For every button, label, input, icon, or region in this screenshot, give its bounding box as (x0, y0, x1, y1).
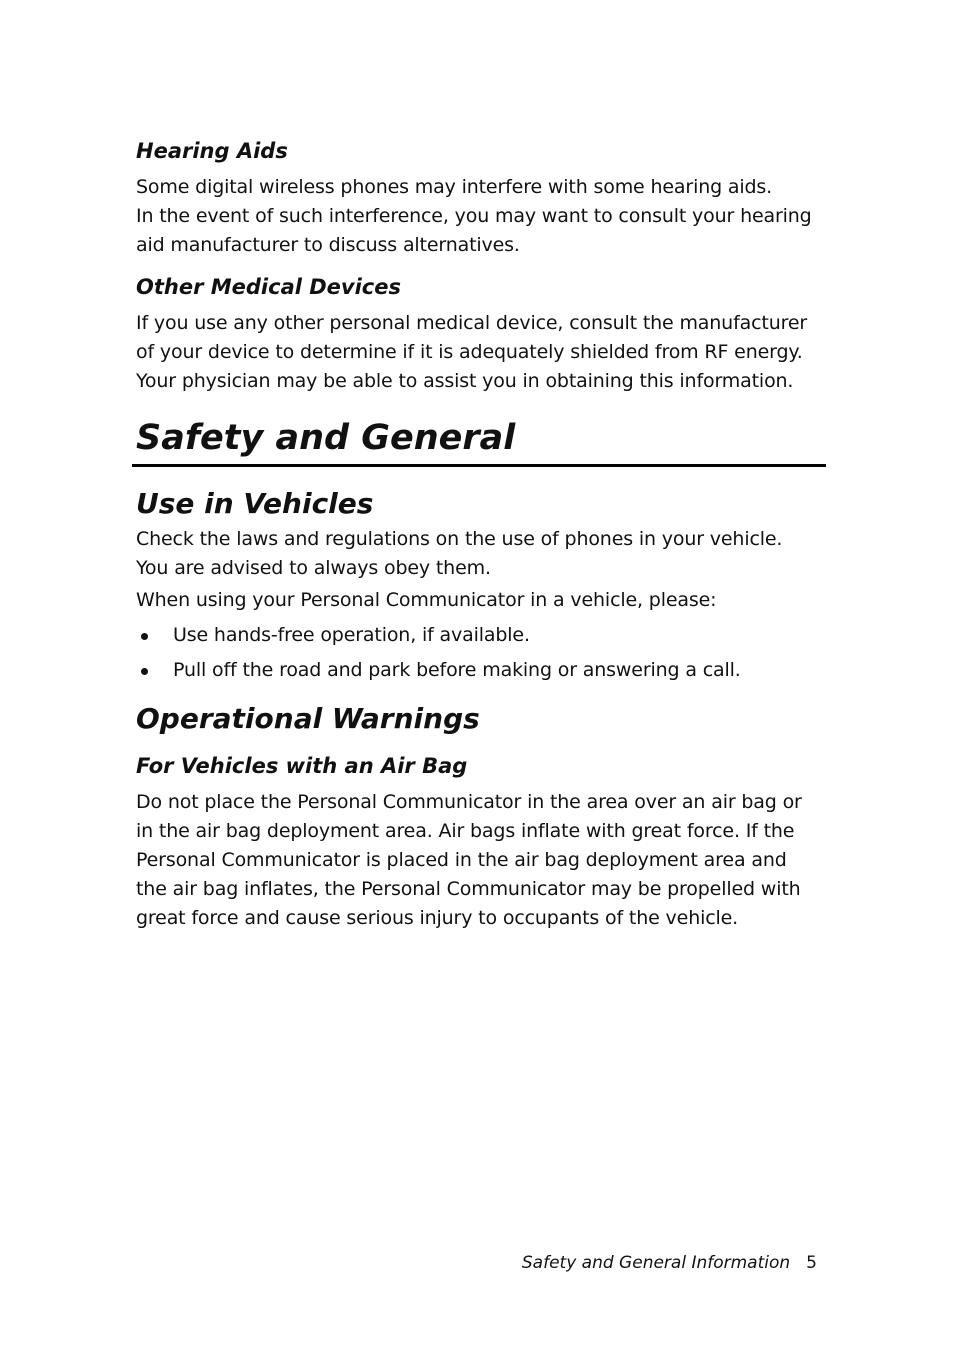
page-content (136, 137, 826, 933)
operational-warnings-heading: Operational Warnings (136, 702, 480, 735)
air-bag-heading: For Vehicles with an Air Bag (136, 754, 468, 778)
page-number: 5 (806, 1253, 817, 1273)
footer-title: Safety and General Information (521, 1253, 791, 1273)
text-line: Do not place the Personal Communicator in the area over an air bag or (136, 791, 802, 813)
list-item (136, 621, 826, 650)
bullet-icon (141, 633, 148, 640)
text-line: Your physician may be able to assist you in obtaining this information. (136, 370, 794, 392)
text-line: Some digital wireless phones may interfere with some hearing aids. (136, 176, 773, 198)
text-line: If you use any other personal medical device, consult the manufacturer (136, 312, 808, 334)
page-footer (522, 1251, 817, 1275)
text-line: Personal Communicator is placed in the air bag deployment area and (136, 849, 787, 871)
text-line: Check the laws and regulations on the use of phones in your vehicle. (136, 528, 783, 550)
text-line: You are advised to always obey them. (136, 557, 491, 579)
list-item (136, 656, 826, 685)
use-in-vehicles-heading: Use in Vehicles (136, 487, 374, 520)
vehicles-bullet-list (136, 621, 826, 685)
hearing-aids-paragraph (136, 173, 826, 260)
safety-general-heading: Safety and General (132, 416, 826, 467)
text-line: of your device to determine if it is adequately shielded from RF energy. (136, 341, 803, 363)
list-item-text: Pull off the road and park before making or answering a call. (173, 659, 741, 681)
list-item-text: Use hands-free operation, if available. (173, 624, 530, 646)
air-bag-paragraph (136, 788, 826, 933)
text-line: In the event of such interference, you may want to consult your hearing (136, 205, 812, 227)
other-medical-paragraph (136, 309, 826, 396)
vehicles-paragraph-2: When using your Personal Communicator in a vehicle, please: (136, 589, 717, 611)
hearing-aids-heading: Hearing Aids (136, 139, 288, 163)
text-line: aid manufacturer to discuss alternatives. (136, 234, 520, 256)
other-medical-heading: Other Medical Devices (136, 275, 402, 299)
text-line: in the air bag deployment area. Air bags inflate with great force. If the (136, 820, 795, 842)
bullet-icon (141, 668, 148, 675)
text-line: the air bag inflates, the Personal Communicator may be propelled with (136, 878, 801, 900)
text-line: great force and cause serious injury to occupants of the vehicle. (136, 907, 739, 929)
vehicles-paragraph-1 (136, 525, 826, 583)
